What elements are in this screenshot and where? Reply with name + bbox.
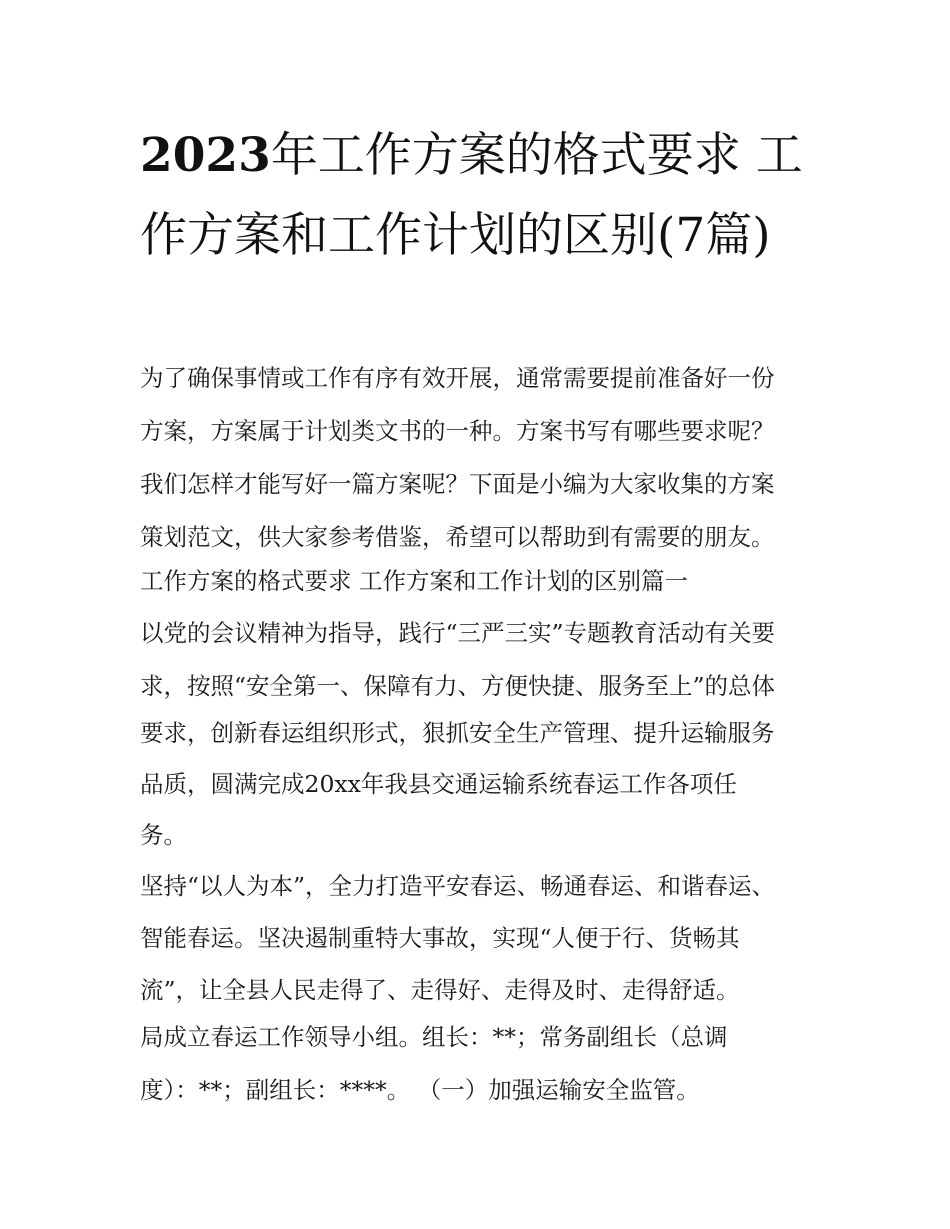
body-line: 务。 [140,821,187,849]
section-heading: 工作方案的格式要求 工作方案和工作计划的区别篇一 [140,567,688,595]
body-line: 策划范文，供大家参考借鉴，希望可以帮助到有需要的朋友。 [140,523,775,551]
body-line: 求，按照“安全第一、保障有力、方便快捷、服务至上”的总体 [140,672,776,700]
body-line: 方案，方案属于计划类文书的一种。方案书写有哪些要求呢？ [140,417,775,445]
title-year: 2023 [140,128,271,183]
body-line: 局成立春运工作领导小组。组长：**；常务副组长（总调 [140,1023,728,1051]
body-line: 为了确保事情或工作有序有效开展，通常需要提前准备好一份 [140,364,775,392]
body-line: 流”，让全县人民走得了、走得好、走得及时、走得舒适。 [140,976,740,1004]
body-line: 要求，创新春运组织形式，狠抓安全生产管理、提升运输服务 [140,719,775,747]
body-line: 我们怎样才能写好一篇方案呢？下面是小编为大家收集的方案 [140,470,775,498]
body-line: 坚持“以人为本”，全力打造平安春运、畅通春运、和谐春运、 [140,872,776,900]
document-title [140,116,840,276]
body-line: 以党的会议精神为指导，践行“三严三实”专题教育活动有关要 [140,619,776,647]
body-line: 度）：**；副组长：****。 （一）加强运输安全监管。 [140,1076,700,1104]
title-text: 年工作方案的格式要求 工作方案和工作计划的区别(7篇) [140,128,803,263]
body-line: 智能春运。坚决遏制重特大事故，实现“人便于行、货畅其 [140,924,740,952]
body-line: 品质，圆满完成20xx年我县交通运输系统春运工作各项任 [140,770,737,798]
